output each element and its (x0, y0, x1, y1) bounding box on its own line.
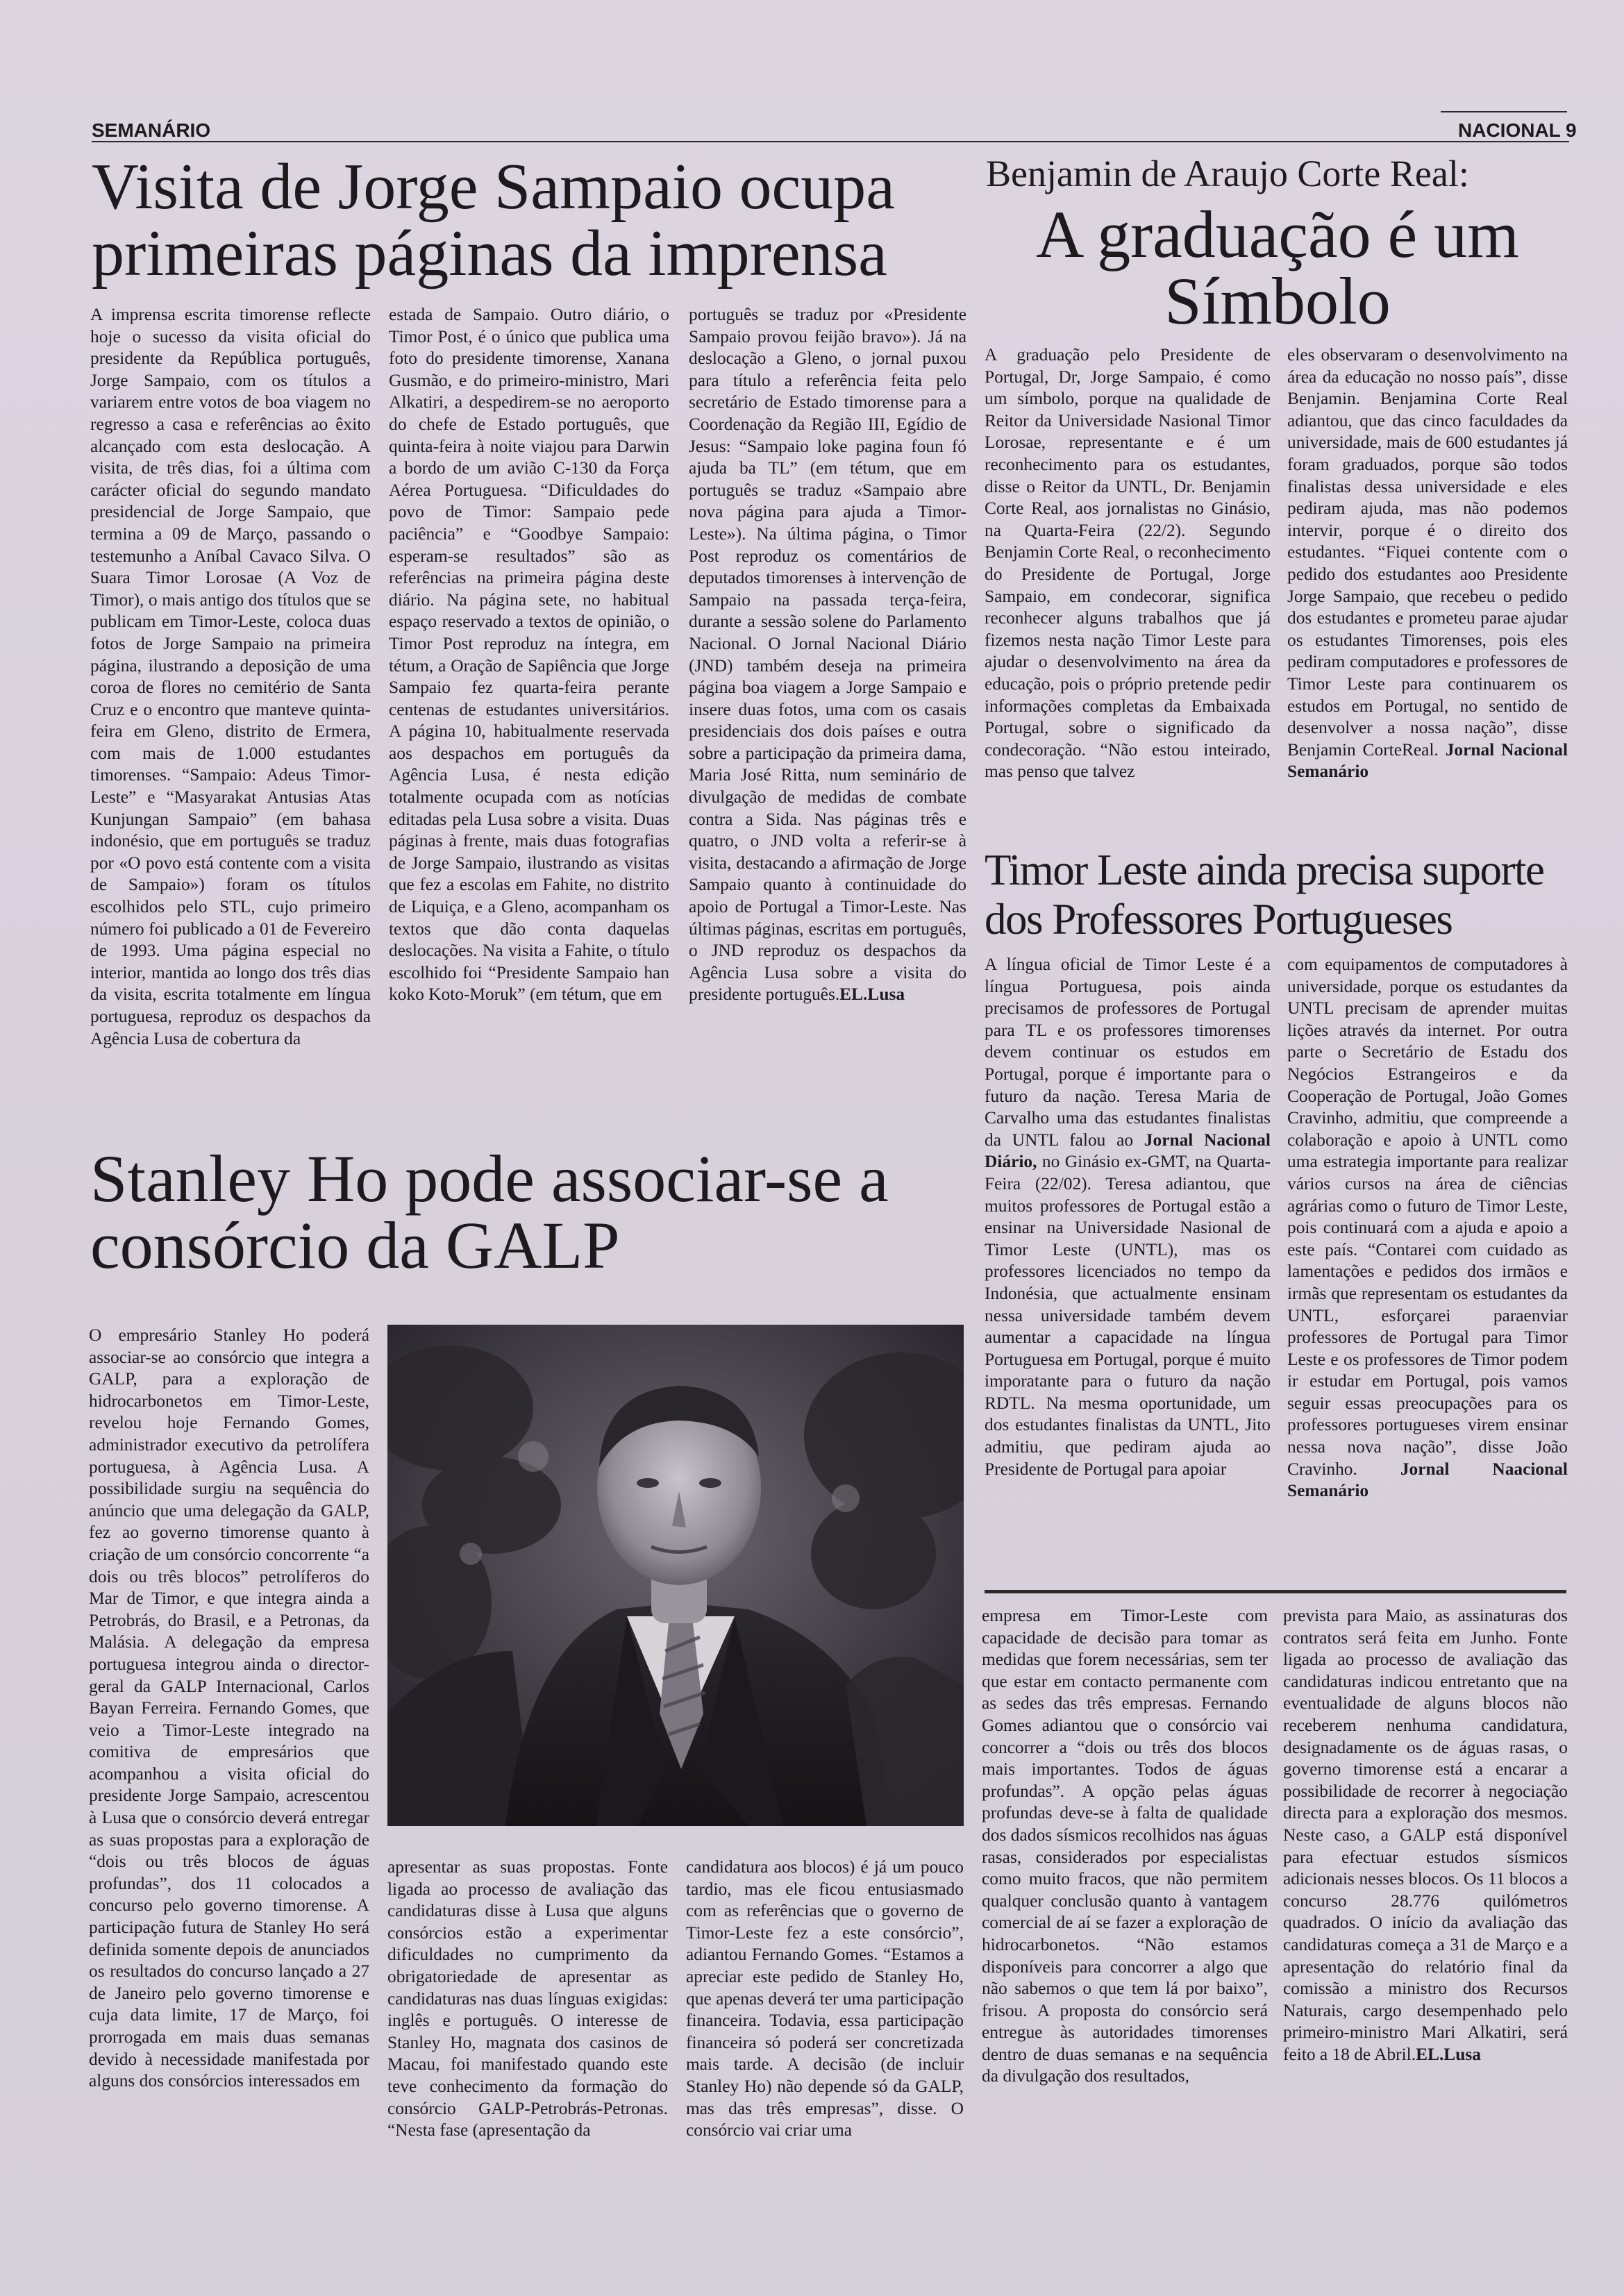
stanley-headline (90, 1141, 889, 1282)
stanley-column-1 (89, 1325, 369, 2231)
sampaio-headline-line2: primeiras páginas da imprensa (92, 217, 887, 290)
professores-headline (985, 846, 1543, 944)
sampaio-text-3: português se traduz por «Presidente Sampaio provou feijão bravo»). Já na deslocação a Gleno, o jornal puxou para título a referência feita pelo secretário de Estado timorense para a Coordenação da Região III, Egídio de Jesus: “Sampaio loke pagina foun fó ajuda ba TL” (em tétum, que em português se traduz «Sampaio abre nova página para ajuda a Timor-Leste»). Na última página, o Timor Post reproduz os comentários de deputados timorenses à intervenção de Sampaio na passada terça-feira, durante a sessão solene do Parlamento Nacional. O Jornal Nacional Diário (JND) também deseja na primeira página boa viagem a Jorge Sampaio e insere duas fotos, uma com os casais presidenciais dos dois países e outra sobre a participação da primeira dama, Maria José Ritta, num seminário de divulgação de medidas de combate contra a Sida. Nas páginas três e quatro, o JND volta a referir-se à visita, destacando a afirmação de Jorge Sampaio quanto à continuidade do apoio de Portugal a Timor-Leste. Nas últimas páginas, escritas em português, o JND reproduz os despachos da Agência Lusa sobre a visita do presidente português. (689, 305, 966, 1005)
header-rule (92, 141, 1569, 142)
masthead-left: SEMANÁRIO (92, 119, 211, 141)
professores-text-1a: A língua oficial de Timor Leste é a língua Portuguesa, pois ainda precisamos de professores de Portugal para TL e os professores timorenses devem continuar os estudos em Portugal, porque é importante para o futuro da nação. Teresa Maria de Carvalho uma das estudantes finalistas da UNTL falou ao (985, 955, 1271, 1150)
sampaio-column-1 (90, 304, 371, 1141)
benjamin-headline-line2: Símbolo (1164, 264, 1391, 338)
sampaio-headline (92, 151, 895, 290)
benjamin-headline (986, 197, 1569, 338)
stanley-headline-line1: Stanley Ho pode associar-se a (90, 1141, 889, 1216)
stanley-column-2 (387, 1857, 668, 2231)
sampaio-signature: EL.Lusa (839, 984, 905, 1005)
professores-headline-line2: dos Professores Portugueses (985, 894, 1453, 944)
sampaio-column-3 (689, 304, 966, 1141)
stanley-column-4 (982, 1605, 1268, 2231)
benjamin-column-2 (1287, 344, 1568, 839)
stanley-text-1: O empresário Stanley Ho poderá associar-se ao consórcio que integra a GALP, para a exploração de hidrocarbonetos em Timor-Leste, revelou hoje Fernando Gomes, administrador executivo da petrolífera portuguesa, à Agência Lusa. A possibilidade surgiu na sequência do anúncio que uma delegação da GALP, fez ao governo timorense quanto à criação de um consórcio concorrente “a dois ou três blocos” petrolíferos do Mar de Timor, e que integra ainda a Petrobrás, do Brasil, e a Petronas, da Malásia. A delegação da empresa portuguesa integrou ainda o director-geral da GALP Internacional, Carlos Bayan Ferreira. Fernando Gomes, que veio a Timor-Leste integrado na comitiva de empresários que acompanhou a visita oficial do presidente Jorge Sampaio, acrescentou à Lusa que o consórcio deverá entregar as suas propostas para a exploração de “dois ou três blocos de águas profundas”, dos 11 colocados a concurso pelo governo timorense. A participação futura de Stanley Ho será definida somente depois de anunciados os resultados do concurso lançado a 27 de Janeiro pelo governo timorense e cuja data limite, 17 de Março, foi prorrogada em mais duas semanas devido à necessidade manifestada por alguns dos consórcios interessados em (89, 1325, 369, 2091)
stanley-signature: EL.Lusa (1416, 2044, 1481, 2064)
section-rule (985, 1590, 1566, 1593)
stanley-ho-photo (387, 1325, 964, 1826)
stanley-column-3 (686, 1857, 964, 2231)
professores-column-1 (985, 954, 1271, 1587)
stanley-column-5 (1283, 1605, 1568, 2231)
header-rule-right (1441, 111, 1567, 112)
stanley-text-5: prevista para Maio, as assinaturas dos contratos será feita em Junho. Fonte ligada ao processo de avaliação das candidaturas indicou entretanto que na eventualidade de alguns blocos não receberem nenhuma candidatura, designadamente os de águas rasas, o governo timorense está a encarar a possibilidade de recorrer à negociação directa para a exploração dos mesmos. Neste caso, a GALP está disponível para efectuar estudos sísmicos adicionais nesses blocos. Os 11 blocos a concurso 28.776 quilómetros quadrados. O início da avaliação das candidaturas começa a 31 de Março e a apresentação do relatório final da comissão a ministro dos Recursos Naturais, cargo desempenhado pelo primeiro-ministro Mari Alkatiri, será feito a 18 de Abril. (1283, 1606, 1568, 2064)
sampaio-text-2: estada de Sampaio. Outro diário, o Timor Post, é o único que publica uma foto do presidente timorense, Xanana Gusmão, e do primeiro-ministro, Mari Alkatiri, a despedirem-se no aeroporto do chefe de Estado português, que quinta-feira à noite viajou para Darwin a bordo de um avião C-130 da Força Aérea Portuguesa. “Dificuldades do povo de Timor: Sampaio pede paciência” e “Goodbye Sampaio: esperam-se resultados” são as referências na primeira página deste diário. Na página sete, no habitual espaço reservado a textos de opinião, o Timor Post reproduz na íntegra, em tétum, a Oração de Sapiência que Jorge Sampaio fez quarta-feira perante centenas de estudantes universitários. A página 10, habitualmente reservada aos despachos em português da Agência Lusa, é nesta edição totalmente ocupada com as notícias editadas pela Lusa sobre a visita. Duas páginas à frente, mais duas fotografias de Jorge Sampaio, ilustrando as visitas que fez a escolas em Fahite, no distrito de Liquiça, e a Gleno, acompanham os textos que dão conta daquelas deslocações. Na visita a Fahite, o título escolhido foi “Presidente Sampaio han koko Koto-Moruk” (em tétum, que em (389, 305, 669, 1005)
stanley-text-3: candidatura aos blocos) é já um pouco tardio, mas ele ficou entusiasmado com as referências que o governo de Timor-Leste fez a este consórcio”, adiantou Fernando Gomes. “Estamos a apreciar este pedido de Stanley Ho, que apenas deverá ter uma participação financeira. Todavia, essa participação financeira só poderá ser concretizada mais tarde. A decisão (de incluir Stanley Ho) não depende só da GALP, mas das três empresas”, disse. O consórcio vai criar uma (686, 1857, 964, 2140)
professores-text-1b: no Ginásio ex-GMT, na Quarta-Feira (22/02). Teresa adiantou, que muitos professores de Portugal estão a ensinar na Universidade Nasional de Timor Leste (UNTL), mas os professores licenciados no tempo da Indonésia, que actualmente ensinam nessa universidade também devem aumentar a capacidade na língua Portuguesa em Portugal, porque é muito imporatante para o futuro da nação RDTL. Na mesma oportunidade, um dos estudantes finalistas da UNTL, Jito admitiu, que pediram ajuda ao Presidente de Portugal para apoiar (985, 1152, 1271, 1479)
sampaio-column-2 (389, 304, 669, 1141)
professores-signature: Jornal Naacional Semanário (1287, 1459, 1568, 1501)
benjamin-text-1: A graduação pelo Presidente de Portugal, Dr, Jorge Sampaio, é como um símbolo, porque na qualidade de Reitor da Universidade Nasional Timor Lorosae, representante e é um reconhecimento para os estudantes, disse o Reitor da UNTL, Dr. Benjamin Corte Real, aos jornalistas no Ginásio, na Quarta-Feira (22/2). Segundo Benjamin Corte Real, o reconhecimento do Presidente de Portugal, Jorge Sampaio, em condecorar, significa reconhecer alguns trabalhos que já fizemos nesta nação Timor Leste para ajudar o desenvolvimento na área da educação, pois o próprio pretende pedir informações completas da Embaixada Portugal, sobre o significado da condecoração. “Não estou inteirado, mas penso que talvez (985, 345, 1271, 782)
benjamin-column-1 (985, 344, 1271, 839)
stanley-ho-portrait-image (387, 1325, 964, 1826)
benjamin-headline-line1: A graduação é um (1036, 197, 1519, 271)
professores-headline-line1: Timor Leste ainda precisa suporte (985, 846, 1544, 894)
stanley-headline-line2: consórcio da GALP (90, 1208, 620, 1282)
benjamin-text-2: eles observaram o desenvolvimento na área da educação no nosso país”, disse Benjamin. Benjamina Corte Real adiantou, que das cinco faculdades da universidade, mais de 600 estudantes já foram graduados, porque são todos finalistas dessa universidade e eles pediram ajuda, mas não podemos intervir, porque é o direito dos estudantes. “Fiquei contente com o pedido dos estudantes aoo Presidente Jorge Sampaio, que recebeu o pedido dos estudantes e prometeu parae ajudar os estudantes Timorenses, pois eles pediram computadores e professores de Timor Leste para continuarem os estudos em Portugal, no sentido de desenvolver a nossa nação”, disse Benjamin CorteReal. (1287, 345, 1568, 760)
benjamin-signature: Jornal Nacional Semanário (1287, 739, 1568, 782)
professores-paper-name: Jornal Nacional Diário, (985, 1130, 1271, 1172)
benjamin-kicker: Benjamin de Araujo Corte Real: (986, 153, 1469, 194)
stanley-text-2: apresentar as suas propostas. Fonte ligada ao processo de avaliação das candidaturas disse à Lusa que alguns consórcios estão a experimentar dificuldades no cumprimento da obrigatoriedade de apresentar as candidaturas nas duas línguas exigidas: inglês e português. O interesse de Stanley Ho, magnata dos casinos de Macau, foi manifestado quando este teve conhecimento da formação do consórcio GALP-Petrobrás-Petronas. “Nesta fase (apresentação da (387, 1857, 668, 2140)
page-label: NACIONAL 9 (1458, 119, 1577, 141)
professores-text-2: com equipamentos de computadores à universidade, porque os estudantes da UNTL precisam de aprender muitas lições através da internet. Por outra parte o Secretário de Estadu dos Negócios Estrangeiros e da Cooperação de Portugal, João Gomes Cravinho, admitiu, que compreende a colaboração e apoio à UNTL como uma estrategia importante para realizar vários cursos na área de ciências agrárias como o futuro de Timor Leste, pois continuará com a ajuda e apoio a este país. “Contarei com cuidado as lamentações e pedidos dos irmãos e irmãs que representam os estudantes da UNTL, esforçarei paraenviar professores de Portugal para Timor Leste e os professores de Timor podem ir estudar em Portugal, pois vamos seguir essas preocupações para os professores portugueses virem ensinar nessa nova nação”, disse João Cravinho. (1287, 955, 1568, 1479)
sampaio-text-1: A imprensa escrita timorense reflecte hoje o sucesso da visita oficial do presidente da República português, Jorge Sampaio, com os títulos a variarem entre votos de boa viagem no regresso a casa e referências ao êxito alcançado com esta deslocação. A visita, de três dias, foi a última com carácter oficial do segundo mandato presidencial de Jorge Sampaio, que termina a 09 de Março, passando o testemunho a Aníbal Cavaco Silva. O Suara Timor Lorosae (A Voz de Timor), o mais antigo dos títulos que se publicam em Timor-Leste, coloca duas fotos de Jorge Sampaio na primeira página, ilustrando a deposição de uma coroa de flores no cemitério de Santa Cruz e o encontro que manteve quinta-feira em Gleno, distrito de Ermera, com mais de 1.000 estudantes timorenses. “Sampaio: Adeus Timor-Leste” e “Masyarakat Antusias Atas Kunjungan Sampaio” (em bahasa indonésio, que em português se traduz por «O povo está contente com a visita de Sampaio») foram os títulos escolhidos pelo STL, cujo primeiro número foi publicado a 01 de Fevereiro de 1993. Uma página especial no interior, mantida ao longo dos três dias da visita, escrita totalmente em língua portuguesa, reproduz os despachos da Agência Lusa de cobertura da (90, 305, 371, 1048)
professores-column-2 (1287, 954, 1568, 1587)
stanley-text-4: empresa em Timor-Leste com capacidade de decisão para tomar as medidas que forem necessárias, sem ter que estar em contacto permanente com as sedes das três empresas. Fernando Gomes adiantou que o consórcio vai concorrer a “dois ou três dos blocos mais importantes. Todos de águas profundas”. A opção pelas águas profundas deve-se à falta de qualidade dos dados sísmicos recolhidos nas águas rasas, considerados por especialistas como muito fracos, que não permitem qualquer conclusão quanto à vantagem comercial de aí se fazer a exploração de hidrocarbonetos. “Não estamos disponíveis para concorrer a algo que não sabemos o que tem lá por baixo”, frisou. A proposta do consórcio será entregue às autoridades timorenses dentro de duas semanas e na sequência da divulgação dos resultados, (982, 1606, 1268, 2086)
sampaio-headline-line1: Visita de Jorge Sampaio ocupa (92, 151, 895, 223)
